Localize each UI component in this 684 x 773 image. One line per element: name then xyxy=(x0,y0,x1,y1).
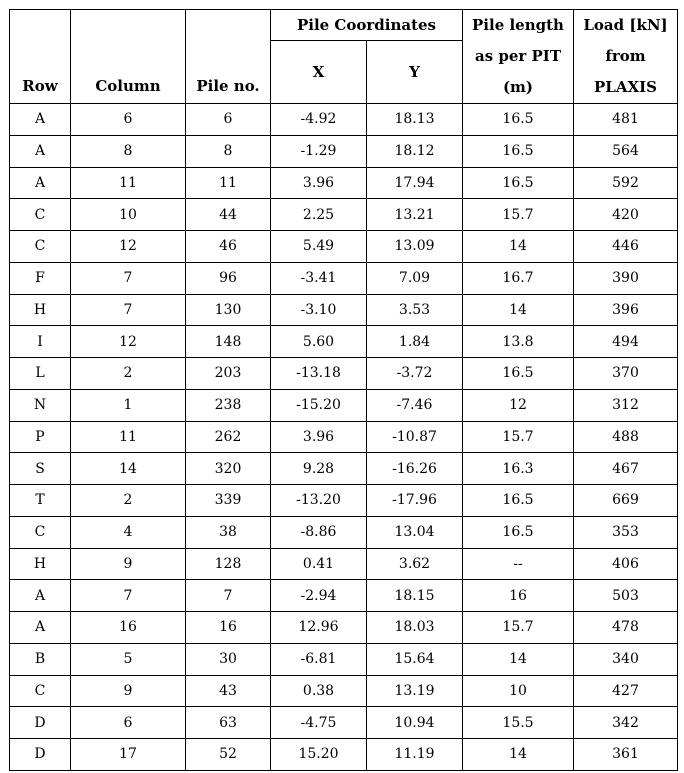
cell-load: 420 xyxy=(574,199,678,231)
table-row xyxy=(10,516,678,548)
cell-y: 13.21 xyxy=(367,199,463,231)
cell-pile-length: 16.7 xyxy=(463,262,574,294)
cell-row: L xyxy=(10,358,71,390)
header-load-line2: from xyxy=(605,47,646,65)
cell-y: 11.19 xyxy=(367,739,463,771)
cell-load: 396 xyxy=(574,294,678,326)
cell-pile-length: 16.5 xyxy=(463,167,574,199)
cell-y: -17.96 xyxy=(367,485,463,517)
cell-load: 494 xyxy=(574,326,678,358)
cell-row: B xyxy=(10,643,71,675)
cell-y: -3.72 xyxy=(367,358,463,390)
header-load-line3: PLAXIS xyxy=(594,78,657,96)
cell-load: 427 xyxy=(574,675,678,707)
cell-y: 13.09 xyxy=(367,231,463,263)
cell-x: -1.29 xyxy=(271,135,367,167)
cell-row: H xyxy=(10,294,71,326)
cell-pile-length: 16.5 xyxy=(463,358,574,390)
cell-pile-no: 30 xyxy=(186,643,271,675)
cell-pile-no: 203 xyxy=(186,358,271,390)
table-row xyxy=(10,612,678,644)
cell-column: 9 xyxy=(71,675,186,707)
cell-load: 446 xyxy=(574,231,678,263)
table-row xyxy=(10,707,678,739)
header-pile-no: Pile no. xyxy=(186,10,271,104)
table-row xyxy=(10,548,678,580)
cell-pile-no: 16 xyxy=(186,612,271,644)
cell-x: -2.94 xyxy=(271,580,367,612)
cell-pile-no: 46 xyxy=(186,231,271,263)
cell-x: -4.75 xyxy=(271,707,367,739)
cell-column: 8 xyxy=(71,135,186,167)
cell-row: C xyxy=(10,199,71,231)
header-pile-coordinates: Pile Coordinates xyxy=(271,10,463,41)
header-pile-length-line1: Pile length xyxy=(472,16,564,34)
cell-y: -16.26 xyxy=(367,453,463,485)
cell-column: 12 xyxy=(71,231,186,263)
cell-y: 18.15 xyxy=(367,580,463,612)
cell-row: H xyxy=(10,548,71,580)
cell-load: 390 xyxy=(574,262,678,294)
cell-pile-length: 16.5 xyxy=(463,135,574,167)
document-page xyxy=(9,9,678,771)
cell-load: 361 xyxy=(574,739,678,771)
table-row xyxy=(10,199,678,231)
cell-pile-no: 6 xyxy=(186,104,271,136)
cell-row: P xyxy=(10,421,71,453)
cell-y: -10.87 xyxy=(367,421,463,453)
cell-pile-no: 63 xyxy=(186,707,271,739)
cell-column: 16 xyxy=(71,612,186,644)
cell-column: 14 xyxy=(71,453,186,485)
table-row xyxy=(10,485,678,517)
cell-load: 342 xyxy=(574,707,678,739)
cell-x: -4.92 xyxy=(271,104,367,136)
header-load-line1: Load [kN] xyxy=(583,16,668,34)
cell-load: 340 xyxy=(574,643,678,675)
table-row xyxy=(10,643,678,675)
cell-pile-length: 15.5 xyxy=(463,707,574,739)
cell-load: 353 xyxy=(574,516,678,548)
cell-pile-no: 128 xyxy=(186,548,271,580)
cell-y: -7.46 xyxy=(367,389,463,421)
cell-pile-no: 339 xyxy=(186,485,271,517)
cell-x: 5.60 xyxy=(271,326,367,358)
cell-load: 669 xyxy=(574,485,678,517)
cell-y: 3.62 xyxy=(367,548,463,580)
cell-x: -3.10 xyxy=(271,294,367,326)
cell-pile-length: 13.8 xyxy=(463,326,574,358)
cell-pile-no: 8 xyxy=(186,135,271,167)
cell-row: C xyxy=(10,675,71,707)
table-row xyxy=(10,389,678,421)
header-x: X xyxy=(271,41,367,104)
header-y: Y xyxy=(367,41,463,104)
cell-pile-length: 14 xyxy=(463,294,574,326)
table-row xyxy=(10,231,678,263)
cell-column: 7 xyxy=(71,294,186,326)
cell-load: 478 xyxy=(574,612,678,644)
cell-y: 18.12 xyxy=(367,135,463,167)
cell-column: 7 xyxy=(71,580,186,612)
cell-column: 4 xyxy=(71,516,186,548)
cell-y: 18.13 xyxy=(367,104,463,136)
cell-pile-length: 16.5 xyxy=(463,104,574,136)
cell-x: -13.18 xyxy=(271,358,367,390)
cell-pile-no: 43 xyxy=(186,675,271,707)
cell-y: 15.64 xyxy=(367,643,463,675)
cell-pile-no: 130 xyxy=(186,294,271,326)
cell-load: 406 xyxy=(574,548,678,580)
table-body xyxy=(10,104,678,771)
cell-x: 0.41 xyxy=(271,548,367,580)
cell-pile-no: 238 xyxy=(186,389,271,421)
cell-column: 7 xyxy=(71,262,186,294)
cell-pile-no: 38 xyxy=(186,516,271,548)
cell-load: 488 xyxy=(574,421,678,453)
cell-pile-no: 52 xyxy=(186,739,271,771)
cell-x: 5.49 xyxy=(271,231,367,263)
cell-row: C xyxy=(10,231,71,263)
cell-column: 11 xyxy=(71,167,186,199)
header-row: Row xyxy=(10,10,71,104)
cell-load: 564 xyxy=(574,135,678,167)
cell-pile-length: 12 xyxy=(463,389,574,421)
cell-y: 7.09 xyxy=(367,262,463,294)
cell-column: 2 xyxy=(71,358,186,390)
cell-row: A xyxy=(10,580,71,612)
cell-column: 9 xyxy=(71,548,186,580)
header-pile-length-line3: (m) xyxy=(502,78,534,96)
cell-x: 12.96 xyxy=(271,612,367,644)
header-load xyxy=(574,10,678,104)
cell-row: S xyxy=(10,453,71,485)
cell-y: 10.94 xyxy=(367,707,463,739)
cell-row: I xyxy=(10,326,71,358)
cell-column: 5 xyxy=(71,643,186,675)
table-row xyxy=(10,739,678,771)
table-row xyxy=(10,358,678,390)
cell-x: -8.86 xyxy=(271,516,367,548)
cell-column: 12 xyxy=(71,326,186,358)
table-row xyxy=(10,294,678,326)
cell-pile-no: 262 xyxy=(186,421,271,453)
cell-pile-length: 16 xyxy=(463,580,574,612)
table-row xyxy=(10,421,678,453)
cell-load: 467 xyxy=(574,453,678,485)
table-row xyxy=(10,580,678,612)
cell-row: C xyxy=(10,516,71,548)
cell-y: 13.04 xyxy=(367,516,463,548)
cell-pile-length: -- xyxy=(463,548,574,580)
cell-pile-length: 14 xyxy=(463,643,574,675)
cell-y: 17.94 xyxy=(367,167,463,199)
table-row xyxy=(10,453,678,485)
table-row xyxy=(10,104,678,136)
cell-row: A xyxy=(10,612,71,644)
cell-y: 1.84 xyxy=(367,326,463,358)
cell-column: 11 xyxy=(71,421,186,453)
cell-row: A xyxy=(10,167,71,199)
cell-pile-length: 16.3 xyxy=(463,453,574,485)
cell-x: 9.28 xyxy=(271,453,367,485)
cell-x: -15.20 xyxy=(271,389,367,421)
cell-pile-no: 44 xyxy=(186,199,271,231)
cell-row: A xyxy=(10,135,71,167)
cell-pile-length: 16.5 xyxy=(463,485,574,517)
table-row xyxy=(10,675,678,707)
cell-pile-no: 148 xyxy=(186,326,271,358)
table-row xyxy=(10,262,678,294)
cell-pile-no: 7 xyxy=(186,580,271,612)
cell-pile-length: 15.7 xyxy=(463,199,574,231)
cell-row: D xyxy=(10,739,71,771)
cell-x: 2.25 xyxy=(271,199,367,231)
cell-pile-length: 10 xyxy=(463,675,574,707)
cell-column: 10 xyxy=(71,199,186,231)
cell-column: 6 xyxy=(71,707,186,739)
cell-load: 370 xyxy=(574,358,678,390)
cell-pile-length: 14 xyxy=(463,231,574,263)
cell-x: 15.20 xyxy=(271,739,367,771)
cell-row: F xyxy=(10,262,71,294)
cell-x: -13.20 xyxy=(271,485,367,517)
cell-row: A xyxy=(10,104,71,136)
cell-row: N xyxy=(10,389,71,421)
cell-pile-no: 320 xyxy=(186,453,271,485)
cell-load: 592 xyxy=(574,167,678,199)
cell-y: 3.53 xyxy=(367,294,463,326)
cell-x: 3.96 xyxy=(271,167,367,199)
header-pile-length xyxy=(463,10,574,104)
table-row xyxy=(10,135,678,167)
cell-column: 1 xyxy=(71,389,186,421)
cell-pile-length: 15.7 xyxy=(463,421,574,453)
cell-pile-no: 11 xyxy=(186,167,271,199)
cell-x: 0.38 xyxy=(271,675,367,707)
cell-x: 3.96 xyxy=(271,421,367,453)
table-row xyxy=(10,326,678,358)
cell-column: 6 xyxy=(71,104,186,136)
cell-column: 2 xyxy=(71,485,186,517)
cell-y: 18.03 xyxy=(367,612,463,644)
table-row xyxy=(10,167,678,199)
cell-pile-length: 16.5 xyxy=(463,516,574,548)
cell-row: D xyxy=(10,707,71,739)
cell-x: -6.81 xyxy=(271,643,367,675)
header-column: Column xyxy=(71,10,186,104)
cell-y: 13.19 xyxy=(367,675,463,707)
cell-column: 17 xyxy=(71,739,186,771)
cell-load: 312 xyxy=(574,389,678,421)
cell-load: 481 xyxy=(574,104,678,136)
header-pile-length-line2: as per PIT xyxy=(474,47,561,65)
cell-x: -3.41 xyxy=(271,262,367,294)
cell-load: 503 xyxy=(574,580,678,612)
cell-pile-length: 15.7 xyxy=(463,612,574,644)
cell-pile-no: 96 xyxy=(186,262,271,294)
cell-pile-length: 14 xyxy=(463,739,574,771)
cell-row: T xyxy=(10,485,71,517)
pile-data-table xyxy=(9,9,678,771)
